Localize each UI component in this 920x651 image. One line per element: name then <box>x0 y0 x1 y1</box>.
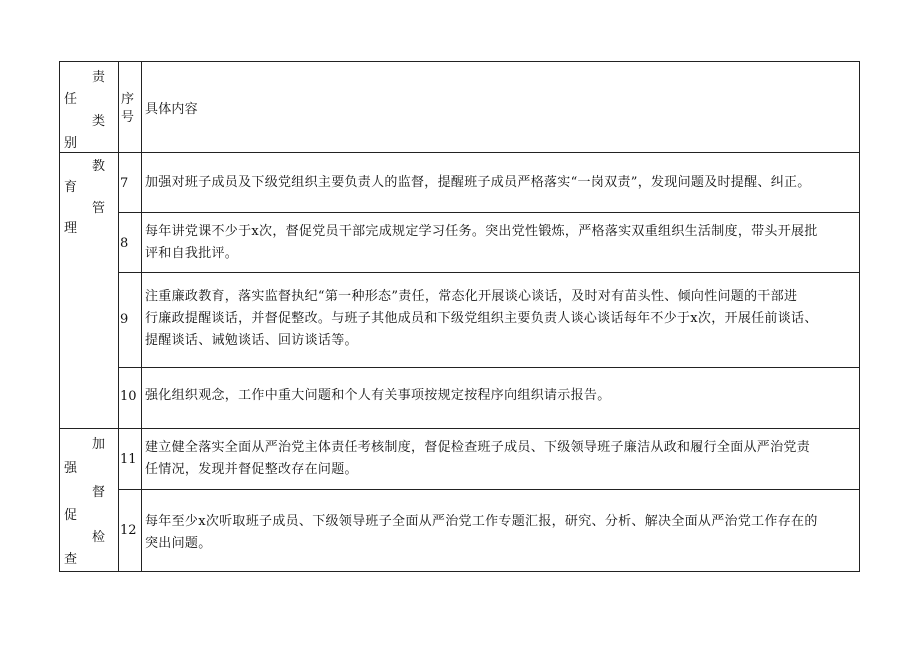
row-seq: 7 <box>120 176 129 191</box>
grid-line-left <box>59 61 60 572</box>
row-seq: 9 <box>120 312 129 327</box>
grid-line-row9-bottom <box>118 367 860 368</box>
row-content: 建立健全落实全面从严治党主体责任考核制度，督促检查班子成员、下级领导班子廉洁从政和履行全面从严治党责 任情况，发现并督促整改存在问题。 <box>145 440 811 477</box>
grid-line-group1-bottom <box>59 428 860 429</box>
row-seq: 12 <box>120 523 137 538</box>
header-category-char: 别 <box>64 136 78 151</box>
row-seq: 10 <box>120 389 137 404</box>
grid-line-row11-bottom <box>118 489 860 490</box>
grid-line-row8-bottom <box>118 272 860 273</box>
category-char: 管 <box>92 201 106 216</box>
row-content: 加强对班子成员及下级党组织主要负责人的监督，提醒班子成员严格落实“一岗双责”，发现问题及时提醒、纠正。 <box>145 175 811 190</box>
category-char: 检 <box>92 530 106 545</box>
grid-line-bottom <box>59 571 860 572</box>
category-char: 理 <box>64 221 78 236</box>
header-seq-char: 序 <box>121 92 135 107</box>
category-char: 强 <box>64 461 78 476</box>
category-char: 督 <box>92 485 106 500</box>
row-content: 强化组织观念，工作中重大问题和个人有关事项按规定按程序向组织请示报告。 <box>145 388 611 403</box>
header-category-char: 任 <box>64 92 78 107</box>
grid-line-header-bottom <box>59 152 860 153</box>
row-seq: 11 <box>120 452 137 467</box>
grid-line-top <box>59 61 860 62</box>
grid-line-row7-bottom <box>118 212 860 213</box>
header-category-char: 责 <box>92 70 106 85</box>
grid-line-category <box>118 61 119 572</box>
category-char: 加 <box>92 437 106 452</box>
header-content: 具体内容 <box>145 102 198 117</box>
row-content: 每年至少x次听取班子成员、下级领导班子全面从严治党工作专题汇报，研究、分析、解决全面从严治党工作存在的 突出问题。 <box>145 514 818 551</box>
category-char: 育 <box>64 180 78 195</box>
category-char: 教 <box>92 159 106 174</box>
row-content: 每年讲党课不少于x次，督促党员干部完成规定学习任务。突出党性锻炼，严格落实双重组织生活制度，带头开展批 评和自我批评。 <box>145 224 818 261</box>
row-content: 注重廉政教育，落实监督执纪“第一种形态”责任，常态化开展谈心谈话，及时对有苗头性、倾向性问题的干部进 行廉政提醒谈话，并督促整改。与班子其他成员和下级党组织主要负责人谈心谈话每年不少于x次，开展任前谈话、 提醒谈话、诫勉谈话、回访谈话等。 <box>145 289 818 348</box>
row-seq: 8 <box>120 236 129 251</box>
category-char: 查 <box>64 552 78 567</box>
category-char: 促 <box>64 508 78 523</box>
grid-line-seq <box>141 61 142 572</box>
header-category-char: 类 <box>92 114 106 129</box>
header-seq-char: 号 <box>121 110 135 125</box>
